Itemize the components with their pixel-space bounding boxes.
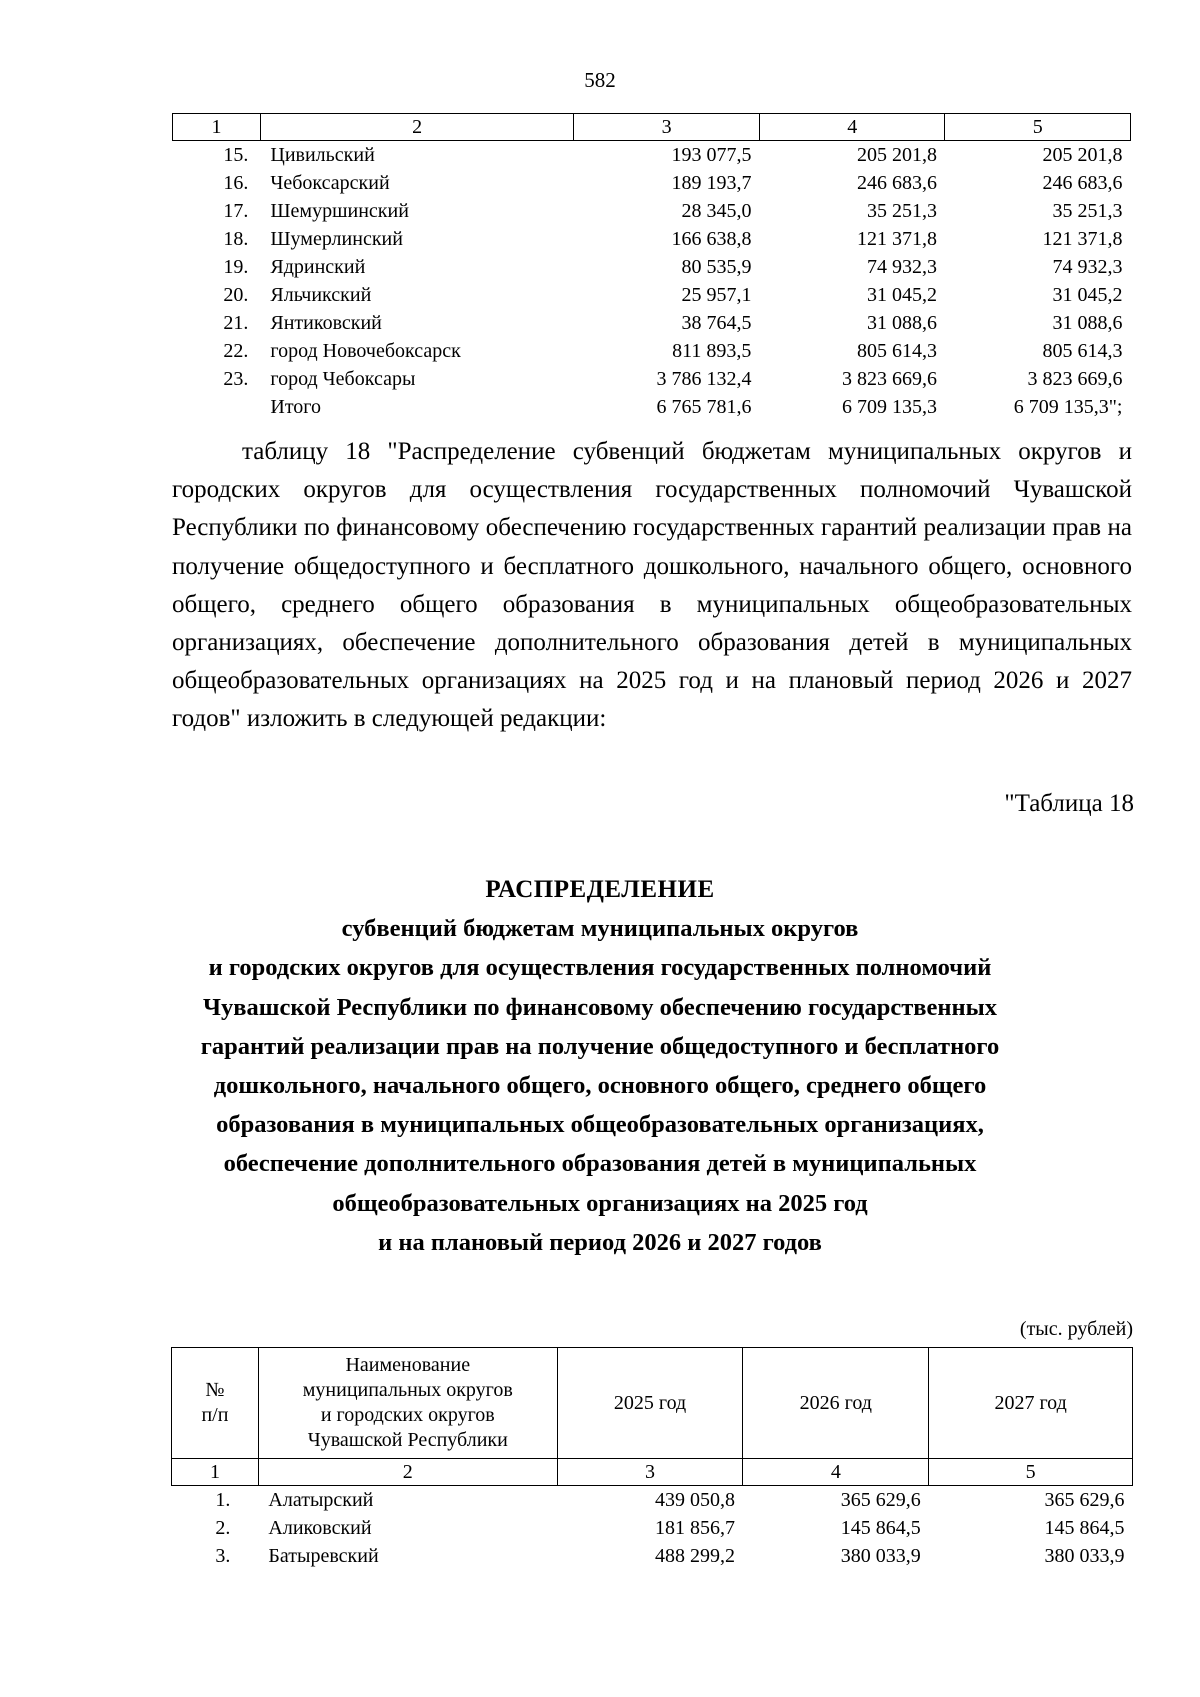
title-line: Чувашской Республики по финансовому обеспечению государственных [203, 993, 997, 1021]
title-main: РАСПРЕДЕЛЕНИЕ [485, 876, 715, 903]
amount-2026: 121 371,8 [856, 228, 937, 250]
amount-2025: 38 764,5 [681, 312, 752, 334]
table-row [172, 1542, 1133, 1570]
column-number: 1 [173, 114, 261, 141]
column-number: 5 [945, 114, 1131, 141]
amount-2026: 246 683,6 [856, 172, 937, 194]
column-number-row [172, 1459, 1133, 1486]
row-number: 22. [223, 340, 249, 362]
total-row [173, 393, 1131, 421]
header-number-line: п/п [201, 1404, 229, 1426]
title-line: и на плановый период 2026 и 2027 годов [378, 1228, 822, 1256]
header-name-line: муниципальных округов [302, 1379, 513, 1401]
header-name [258, 1348, 557, 1459]
amount-2025: 189 193,7 [671, 172, 752, 194]
amount-2026: 365 629,6 [840, 1489, 921, 1511]
row-number: 3. [215, 1545, 231, 1567]
header-name-line: Чувашской Республики [307, 1429, 508, 1451]
amendment-paragraph: таблицу 18 "Распределение субвенций бюджетам муниципальных округов и городских округов для осуществления государственных полномочий Чувашской Республики по финансовому обеспечению государственных гарантий реализации прав на получение общедоступного и бесплатного дошкольного, начального общего, основного общего, среднего общего образования в муниципальных общеобразовательных организациях, обеспечение дополнительного образования детей в муниципальных общеобразовательных организациях на 2025 год и на плановый период 2026 и 2027 годов" изложить в следующей редакции: [172, 438, 1132, 733]
header-name-line: Наименование [345, 1354, 471, 1376]
column-number: 4 [759, 114, 945, 141]
table-title [120, 870, 1080, 1262]
amount-2026: 31 088,6 [866, 312, 937, 334]
amount-2025: 193 077,5 [671, 144, 752, 166]
amount-2026: 3 823 669,6 [841, 368, 937, 390]
row-number: 21. [223, 312, 249, 334]
total-2026: 6 709 135,3 [841, 396, 937, 418]
title-line: обеспечение дополнительного образования детей в муниципальных [223, 1150, 977, 1178]
page-number: 582 [584, 68, 616, 92]
amount-2027: 380 033,9 [1044, 1545, 1125, 1567]
amount-2026: 35 251,3 [866, 200, 937, 222]
title-line: общеобразовательных организациях на 2025 год [332, 1189, 868, 1217]
column-number: 3 [557, 1459, 743, 1486]
table-row [173, 169, 1131, 197]
amount-2026: 145 864,5 [840, 1517, 921, 1539]
total-label: Итого [270, 396, 321, 418]
title-line: дошкольного, начального общего, основного общего, среднего общего [213, 1072, 987, 1100]
table-row [173, 253, 1131, 281]
header-name-line: и городских округов [320, 1404, 495, 1426]
table-row [173, 309, 1131, 337]
amount-2027: 205 201,8 [1042, 144, 1123, 166]
table-reference: "Таблица 18 [1004, 790, 1134, 817]
district-name: Янтиковский [270, 312, 382, 334]
column-number: 1 [172, 1459, 259, 1486]
title-line: и городских округов для осуществления государственных полномочий [208, 954, 992, 982]
column-number: 5 [929, 1459, 1133, 1486]
district-name: Шумерлинский [270, 228, 403, 250]
amount-2027: 805 614,3 [1042, 340, 1123, 362]
title-line: субвенций бюджетам муниципальных округов [341, 915, 859, 943]
district-name: город Чебоксары [270, 368, 416, 390]
row-number: 20. [223, 284, 249, 306]
column-number: 2 [260, 114, 574, 141]
units-label: (тыс. рублей) [1019, 1318, 1133, 1340]
amount-2025: 488 299,2 [654, 1545, 735, 1567]
column-number: 3 [574, 114, 760, 141]
amount-2027: 3 823 669,6 [1027, 368, 1123, 390]
amount-2025: 439 050,8 [654, 1489, 735, 1511]
distribution-table-continued [172, 113, 1131, 421]
district-name: город Новочебоксарск [270, 340, 461, 362]
table-header [172, 1348, 1133, 1459]
table-row [172, 1514, 1133, 1542]
amount-2025: 80 535,9 [681, 256, 752, 278]
header-number [172, 1348, 259, 1459]
header-2027: 2027 год [929, 1348, 1133, 1459]
table-row [173, 281, 1131, 309]
amount-2025: 25 957,1 [681, 284, 752, 306]
table-row [173, 197, 1131, 225]
row-number [173, 393, 261, 421]
row-number: 1. [215, 1489, 231, 1511]
amount-2026: 805 614,3 [856, 340, 937, 362]
amount-2026: 31 045,2 [866, 284, 937, 306]
column-number-row [173, 114, 1131, 141]
table-row [173, 337, 1131, 365]
district-name: Яльчикский [270, 284, 372, 306]
amount-2025: 3 786 132,4 [656, 368, 752, 390]
amount-2025: 811 893,5 [672, 340, 752, 362]
column-number: 2 [258, 1459, 557, 1486]
amount-2025: 28 345,0 [681, 200, 752, 222]
row-number: 15. [223, 144, 249, 166]
amount-2027: 31 045,2 [1052, 284, 1123, 306]
amount-2027: 74 932,3 [1052, 256, 1123, 278]
amount-2026: 380 033,9 [840, 1545, 921, 1567]
amount-2027: 31 088,6 [1052, 312, 1123, 334]
row-number: 23. [223, 368, 249, 390]
title-line: гарантий реализации прав на получение общедоступного и бесплатного [200, 1032, 1000, 1060]
amount-2027: 246 683,6 [1042, 172, 1123, 194]
row-number: 2. [215, 1517, 231, 1539]
column-number: 4 [743, 1459, 929, 1486]
district-name: Цивильский [270, 144, 375, 166]
total-2025: 6 765 781,6 [656, 396, 752, 418]
row-number: 16. [223, 172, 249, 194]
row-number: 19. [223, 256, 249, 278]
district-name: Чебоксарский [270, 172, 390, 194]
total-2027: 6 709 135,3"; [1013, 396, 1123, 418]
district-name: Ядринский [270, 256, 366, 278]
header-2025: 2025 год [557, 1348, 743, 1459]
table-row [173, 225, 1131, 253]
amount-2027: 365 629,6 [1044, 1489, 1125, 1511]
district-name: Батыревский [268, 1545, 379, 1567]
table-row [172, 1486, 1133, 1515]
row-number: 18. [223, 228, 249, 250]
header-number-line: № [205, 1379, 225, 1401]
table-row [173, 141, 1131, 170]
amount-2025: 181 856,7 [654, 1517, 735, 1539]
district-name: Алатырский [268, 1489, 374, 1511]
table-row [173, 365, 1131, 393]
row-number: 17. [223, 200, 249, 222]
district-name: Аликовский [268, 1517, 372, 1539]
amount-2027: 145 864,5 [1044, 1517, 1125, 1539]
amount-2026: 74 932,3 [866, 256, 937, 278]
title-line: образования в муниципальных общеобразовательных организациях, [216, 1111, 984, 1139]
distribution-table [171, 1347, 1133, 1570]
district-name: Шемуршинский [270, 200, 409, 222]
amount-2025: 166 638,8 [671, 228, 752, 250]
header-2026: 2026 год [743, 1348, 929, 1459]
amount-2027: 121 371,8 [1042, 228, 1123, 250]
amount-2026: 205 201,8 [856, 144, 937, 166]
amount-2027: 35 251,3 [1052, 200, 1123, 222]
